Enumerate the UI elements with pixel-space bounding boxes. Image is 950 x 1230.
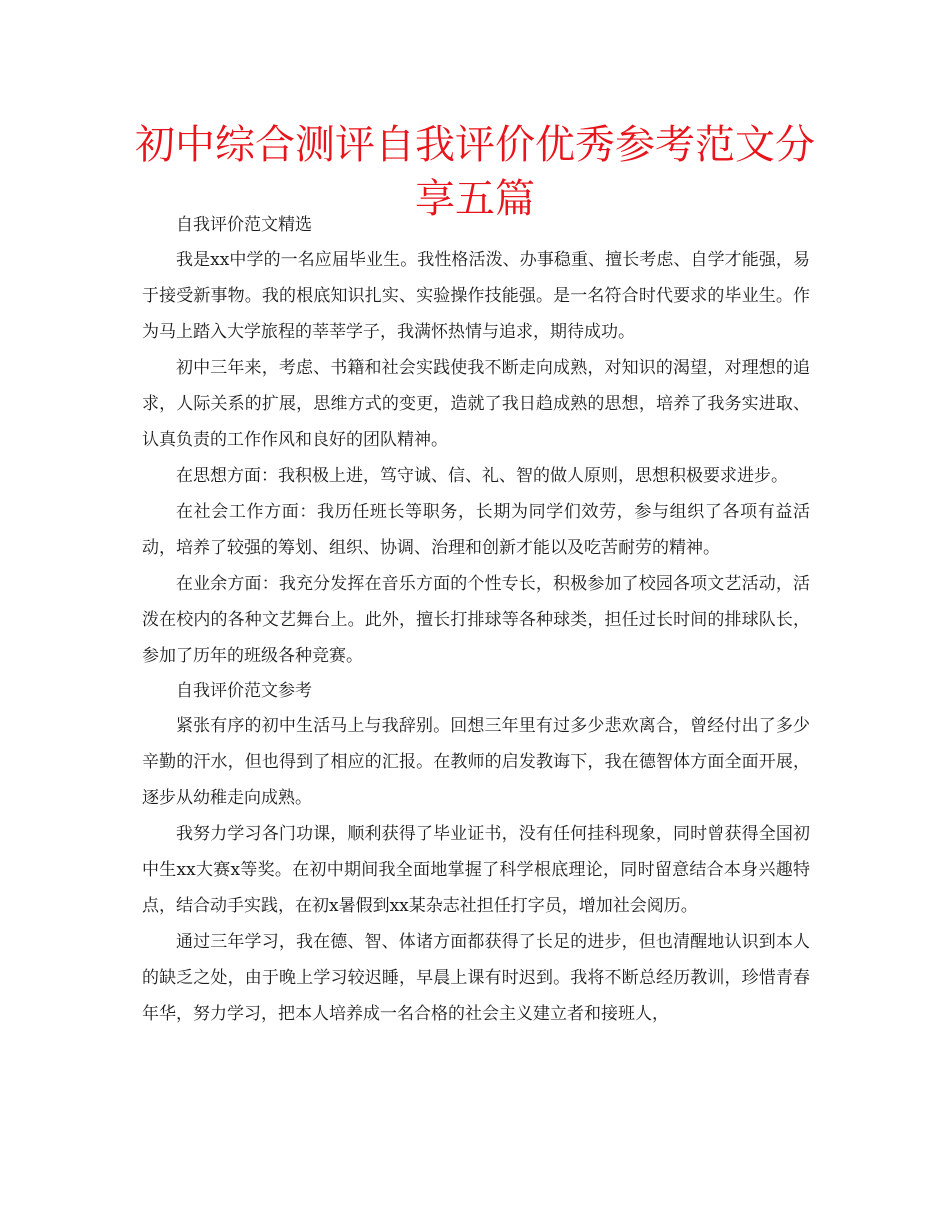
paragraph: 在社会工作方面：我历任班长等职务，长期为同学们效劳，参与组织了各项有益活动，培养了较强的筹划、组织、协调、治理和创新才能以及吃苦耐劳的精神。 xyxy=(142,502,810,558)
document-title: 初中综合测评自我评价优秀参考范文分享五篇 xyxy=(135,122,815,222)
paragraph: 通过三年学习，我在德、智、体诸方面都获得了长足的进步，但也清醒地认识到本人的缺乏之处，由于晚上学习较迟睡，早晨上课有时迟到。我将不断总经历教训，珍惜青春年华，努力学习，把本人培养成一名合格的社会主义建立者和接班人， xyxy=(142,932,810,1024)
section-heading: 自我评价范文精选 xyxy=(176,215,312,235)
paragraph: 我努力学习各门功课，顺利获得了毕业证书，没有任何挂科现象，同时曾获得全国初中生xx大赛x等奖。在初中期间我全面地掌握了科学根底理论，同时留意结合本身兴趣特点，结合动手实践，在初x暑假到xx某杂志社担任打字员，增加社会阅历。 xyxy=(142,824,810,916)
paragraph: 在思想方面：我积极上进，笃守诚、信、礼、智的做人原则，思想积极要求进步。 xyxy=(176,466,788,486)
paragraph: 我是xx中学的一名应届毕业生。我性格活泼、办事稳重、擅长考虑、自学才能强，易于接受新事物。我的根底知识扎实、实验操作技能强。是一名符合时代要求的毕业生。作为马上踏入大学旅程的莘莘学子，我满怀热情与追求，期待成功。 xyxy=(142,250,810,342)
paragraph: 初中三年来，考虑、书籍和社会实践使我不断走向成熟，对知识的渴望，对理想的追求，人际关系的扩展，思维方式的变更，造就了我日趋成熟的思想，培养了我务实进取、认真负责的工作作风和良好的团队精神。 xyxy=(142,358,810,450)
paragraph: 紧张有序的初中生活马上与我辞别。回想三年里有过多少悲欢离合，曾经付出了多少辛勤的汗水，但也得到了相应的汇报。在教师的启发教诲下，我在德智体方面全面开展，逐步从幼稚走向成熟。 xyxy=(142,716,810,808)
section-heading: 自我评价范文参考 xyxy=(176,681,312,701)
paragraph: 在业余方面：我充分发挥在音乐方面的个性专长，积极参加了校园各项文艺活动，活泼在校内的各种文艺舞台上。此外，擅长打排球等各种球类，担任过长时间的排球队长，参加了历年的班级各种竞赛。 xyxy=(142,574,810,666)
document-body xyxy=(142,208,810,1032)
